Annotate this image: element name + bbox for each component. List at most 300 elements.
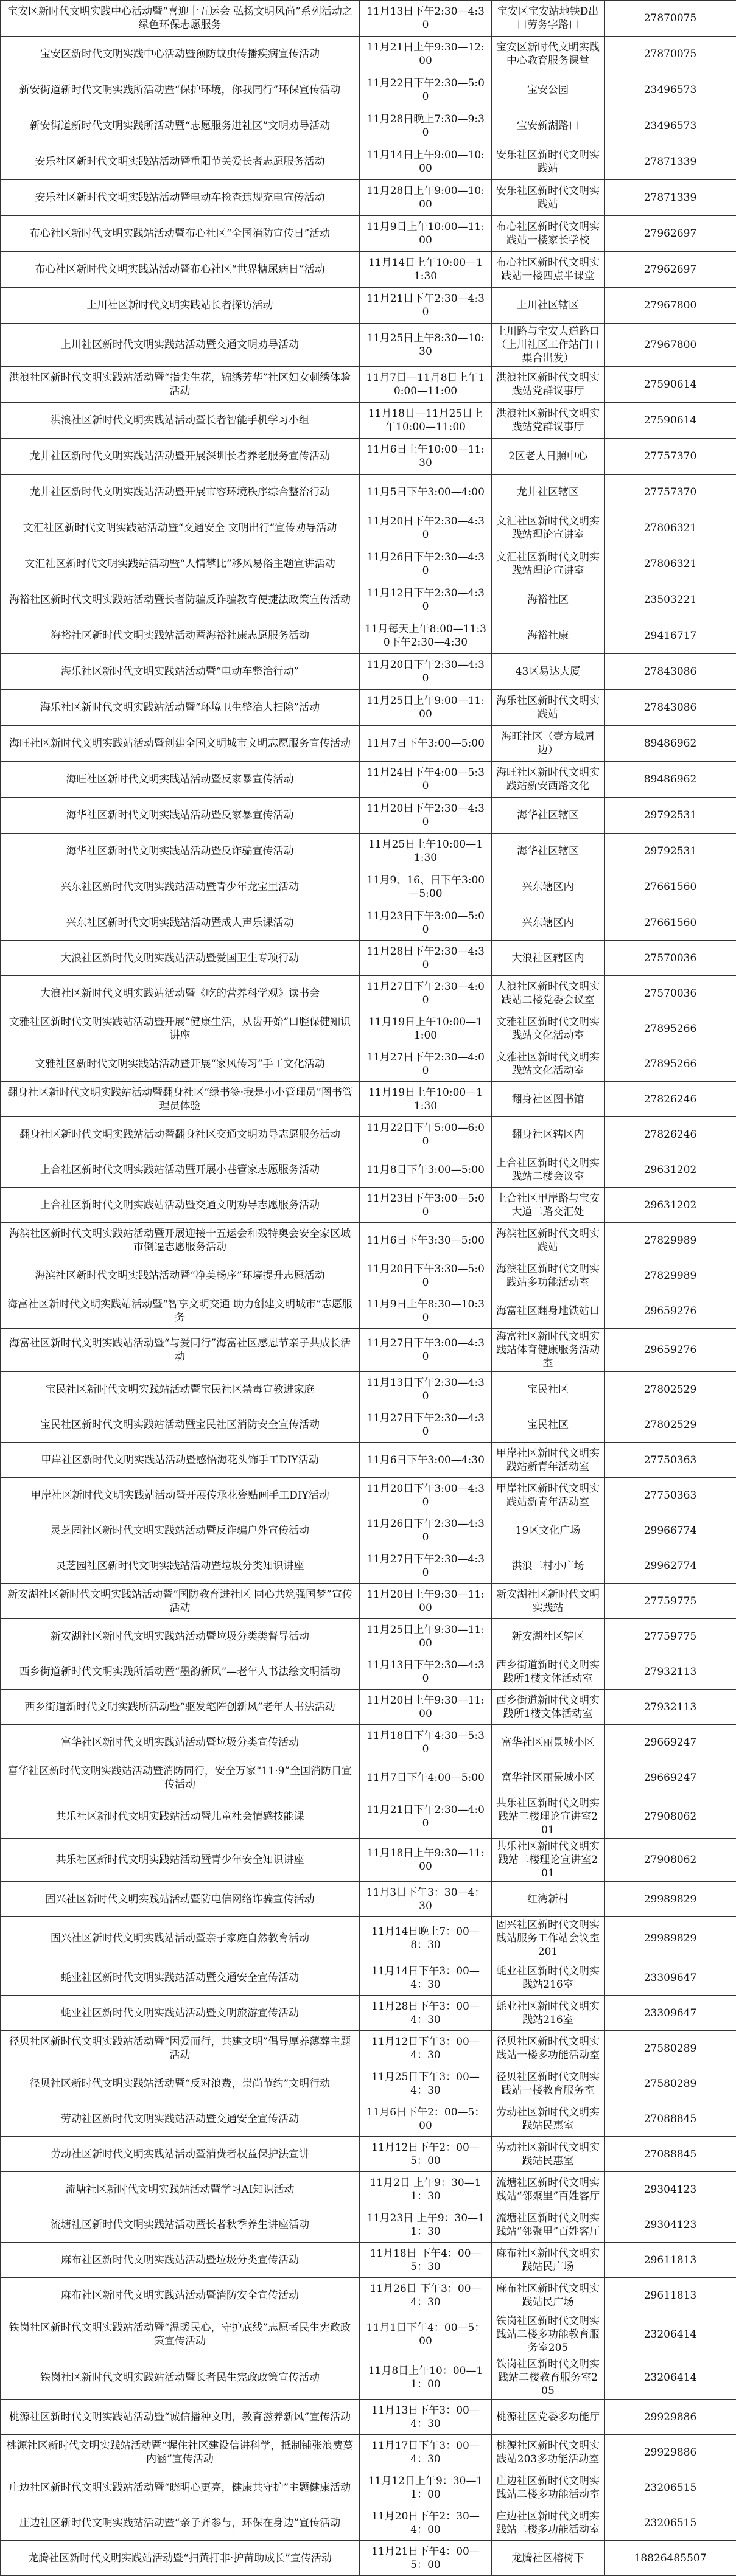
contact-phone-cell: 27932113 bbox=[605, 1654, 736, 1690]
table-row bbox=[1, 1082, 736, 1117]
activity-time-cell: 11月14日上午10:00—11:30 bbox=[360, 252, 492, 288]
activity-title-cell: 西乡街道新时代文明实践所活动暨“墨韵新风”—老年人书法绘文明活动 bbox=[1, 1654, 360, 1690]
activity-location-cell: 新安湖社区辖区 bbox=[492, 1619, 605, 1654]
activity-location-cell: 海乐社区新时代文明实践站 bbox=[492, 690, 605, 726]
activity-title-cell: 新安湖社区新时代文明实践站活动暨“国防教育进社区 同心共筑强国梦”宣传活动 bbox=[1, 1584, 360, 1619]
activity-location-cell: 劳动社区新时代文明实践站民惠室 bbox=[492, 2101, 605, 2137]
contact-phone-cell: 23309647 bbox=[605, 1960, 736, 1996]
contact-phone-cell: 27967800 bbox=[605, 324, 736, 367]
activity-location-cell: 富华社区丽景城小区 bbox=[492, 1760, 605, 1795]
activity-time-cell: 11月26日下午2:30—4:30 bbox=[360, 546, 492, 582]
activity-time-cell: 11月17日下午3：00—4：30 bbox=[360, 2435, 492, 2470]
activity-title-cell: 安乐社区新时代文明实践站活动暨重阳节关爱长者志愿服务活动 bbox=[1, 144, 360, 180]
activity-location-cell: 海旺社区（壹方城周边） bbox=[492, 726, 605, 762]
contact-phone-cell: 27932113 bbox=[605, 1690, 736, 1725]
table-row bbox=[1, 1372, 736, 1407]
contact-phone-cell: 29929886 bbox=[605, 2400, 736, 2435]
activity-location-cell: 海旺社区新时代文明实践站新安西路文化 bbox=[492, 762, 605, 798]
activity-location-cell: 海滨社区新时代文明实践站 bbox=[492, 1223, 605, 1258]
contact-phone-cell: 27829989 bbox=[605, 1223, 736, 1258]
activity-location-cell: 桃源社区党委多功能厅 bbox=[492, 2400, 605, 2435]
activity-location-cell: 新安湖社区新时代文明实践站 bbox=[492, 1584, 605, 1619]
activity-time-cell: 11月25日上午10:00—11:30 bbox=[360, 834, 492, 869]
activity-time-cell: 11月27日下午3:00—4:30 bbox=[360, 1329, 492, 1372]
table-row bbox=[1, 762, 736, 798]
activity-title-cell: 上合社区新时代文明实践站活动暨交通文明劝导志愿服务活动 bbox=[1, 1188, 360, 1223]
table-row bbox=[1, 2435, 736, 2470]
activity-title-cell: 文雅社区新时代文明实践站活动暨开展“健康生活，从齿开始”口腔保健知识讲座 bbox=[1, 1011, 360, 1046]
table-row bbox=[1, 941, 736, 976]
activity-location-cell: 宝安区新时代文明实践中心教育服务课堂 bbox=[492, 37, 605, 72]
contact-phone-cell: 23309647 bbox=[605, 1996, 736, 2031]
activity-location-cell: 西乡街道新时代文明实践所1楼文体活动室 bbox=[492, 1654, 605, 1690]
contact-phone-cell: 27088845 bbox=[605, 2101, 736, 2137]
activity-title-cell: 新安湖社区新时代文明实践站活动暨垃圾分类类督导活动 bbox=[1, 1619, 360, 1654]
activity-time-cell: 11月25日下午3：00—4：30 bbox=[360, 2066, 492, 2101]
contact-phone-cell: 27826246 bbox=[605, 1117, 736, 1152]
activity-title-cell: 海华社区新时代文明实践站活动暨反诈骗宣传活动 bbox=[1, 834, 360, 869]
table-row bbox=[1, 869, 736, 905]
contact-phone-cell: 27661560 bbox=[605, 869, 736, 905]
activity-title-cell: 海富社区新时代文明实践站活动暨“智享文明交通 助力创建文明城市”志愿服务 bbox=[1, 1293, 360, 1329]
activity-title-cell: 海旺社区新时代文明实践站活动暨反家暴宣传活动 bbox=[1, 762, 360, 798]
activity-time-cell: 11月25日上午9:00—11:00 bbox=[360, 690, 492, 726]
contact-phone-cell: 27843086 bbox=[605, 654, 736, 690]
activity-title-cell: 龙腾社区新时代文明实践站活动暨“扫黄打非·护苗助成长”宣传活动 bbox=[1, 2541, 360, 2576]
table-row bbox=[1, 37, 736, 72]
activity-time-cell: 11月7日下午4:00—5:00 bbox=[360, 1760, 492, 1795]
activity-location-cell: 海富社区新时代文明实践站体育健康服务活动室 bbox=[492, 1329, 605, 1372]
activity-time-cell: 11月2日 上午9：30—11：30 bbox=[360, 2172, 492, 2207]
activity-time-cell: 11月1日下午4：00—5：00 bbox=[360, 2313, 492, 2356]
activity-time-cell: 11月20日下午2:30—4:30 bbox=[360, 510, 492, 546]
activity-location-cell: 共乐社区新时代文明实践站二楼理论宣讲室201 bbox=[492, 1795, 605, 1839]
table-row bbox=[1, 2101, 736, 2137]
activity-time-cell: 11月12日下午2:30—4:30 bbox=[360, 582, 492, 618]
table-row bbox=[1, 690, 736, 726]
activity-title-cell: 桃源社区新时代文明实践站活动暨“诚信播种文明，教育滋养新风”宣传活动 bbox=[1, 2400, 360, 2435]
table-row bbox=[1, 2470, 736, 2505]
activity-title-cell: 翻身社区新时代文明实践站活动暨翻身社区“绿书签·我是小小管理员”图书管理员体验 bbox=[1, 1082, 360, 1117]
activity-time-cell: 11月22日下午5:00—6:00 bbox=[360, 1117, 492, 1152]
table-row bbox=[1, 1011, 736, 1046]
table-row bbox=[1, 726, 736, 762]
table-row bbox=[1, 1917, 736, 1960]
contact-phone-cell: 27757370 bbox=[605, 475, 736, 510]
contact-phone-cell: 29669247 bbox=[605, 1725, 736, 1760]
contact-phone-cell: 27750363 bbox=[605, 1478, 736, 1513]
activity-time-cell: 11月21日上午9:30—12:00 bbox=[360, 37, 492, 72]
activity-title-cell: 洪浪社区新时代文明实践站活动暨“指尖生花，锦绣芳华”社区妇女刺绣体验活动 bbox=[1, 367, 360, 403]
activity-location-cell: 洪浪二村小广场 bbox=[492, 1548, 605, 1584]
activity-title-cell: 蚝业社区新时代文明实践站活动暨文明旅游宣传活动 bbox=[1, 1996, 360, 2031]
table-row bbox=[1, 1117, 736, 1152]
activity-time-cell: 11月25日上午8:30—10:30 bbox=[360, 324, 492, 367]
activity-location-cell: 宝安公园 bbox=[492, 72, 605, 108]
activity-title-cell: 富华社区新时代文明实践站活动暨消防同行，安全万家“11·9”全国消防日宣传活动 bbox=[1, 1760, 360, 1795]
activity-location-cell: 宝民社区 bbox=[492, 1372, 605, 1407]
table-row bbox=[1, 1584, 736, 1619]
activity-time-cell: 11月7日—11月8日上午10:00—11:00 bbox=[360, 367, 492, 403]
activity-location-cell: 43区易达大厦 bbox=[492, 654, 605, 690]
table-row bbox=[1, 1548, 736, 1584]
contact-phone-cell: 27570036 bbox=[605, 976, 736, 1011]
activity-title-cell: 西乡街道新时代文明实践所活动暨“驱发笔阵创新风”老年人书法活动 bbox=[1, 1690, 360, 1725]
activity-title-cell: 宝安区新时代文明实践中心活动暨预防蚊虫传播疾病宣传活动 bbox=[1, 37, 360, 72]
activity-time-cell: 11月20日下午2：30—4：00 bbox=[360, 2505, 492, 2541]
activity-time-cell: 11月24日下午4:00—5:30 bbox=[360, 762, 492, 798]
activity-title-cell: 流塘社区新时代文明实践站活动暨长者秋季养生讲座活动 bbox=[1, 2207, 360, 2243]
table-row bbox=[1, 2356, 736, 2400]
contact-phone-cell: 27802529 bbox=[605, 1407, 736, 1443]
activity-title-cell: 宝民社区新时代文明实践站活动暨宝民社区消防安全宣传活动 bbox=[1, 1407, 360, 1443]
activity-title-cell: 海华社区新时代文明实践站活动暨反家暴宣传活动 bbox=[1, 798, 360, 834]
activity-time-cell: 11月8日下午3:00—5:00 bbox=[360, 1152, 492, 1188]
table-row bbox=[1, 2243, 736, 2278]
table-row bbox=[1, 1996, 736, 2031]
activity-title-cell: 上川社区新时代文明实践站活动暨交通文明劝导活动 bbox=[1, 324, 360, 367]
activity-location-cell: 宝安区宝安站地铁D出口劳务字路口 bbox=[492, 1, 605, 37]
table-row bbox=[1, 2278, 736, 2313]
activity-title-cell: 上合社区新时代文明实践站活动暨开展小巷管家志愿服务活动 bbox=[1, 1152, 360, 1188]
activity-title-cell: 海乐社区新时代文明实践站活动暨“环境卫生整治大扫除”活动 bbox=[1, 690, 360, 726]
contact-phone-cell: 27661560 bbox=[605, 905, 736, 941]
contact-phone-cell: 29659276 bbox=[605, 1329, 736, 1372]
contact-phone-cell: 29669247 bbox=[605, 1760, 736, 1795]
activity-time-cell: 11月26日 下午3：00—4：30 bbox=[360, 2278, 492, 2313]
table-row bbox=[1, 180, 736, 216]
contact-phone-cell: 27908062 bbox=[605, 1795, 736, 1839]
activity-time-cell: 11月23日下午3:00—5:00 bbox=[360, 905, 492, 941]
table-row bbox=[1, 475, 736, 510]
activity-title-cell: 铁岗社区新时代文明实践站活动暨长者民生宪政政策宣传活动 bbox=[1, 2356, 360, 2400]
activity-location-cell: 富华社区丽景城小区 bbox=[492, 1725, 605, 1760]
table-row bbox=[1, 2066, 736, 2101]
activity-time-cell: 11月22日下午2:30—5:00 bbox=[360, 72, 492, 108]
activity-location-cell: 共乐社区新时代文明实践站二楼理论宣讲室201 bbox=[492, 1839, 605, 1882]
activity-location-cell: 19区文化广场 bbox=[492, 1513, 605, 1548]
table-row bbox=[1, 2541, 736, 2576]
activity-location-cell: 海华社区辖区 bbox=[492, 798, 605, 834]
activity-location-cell: 上合社区新时代文明实践站二楼会议室 bbox=[492, 1152, 605, 1188]
table-row bbox=[1, 1760, 736, 1795]
activity-time-cell: 11月6日上午10:00—11:30 bbox=[360, 439, 492, 475]
contact-phone-cell: 27895266 bbox=[605, 1046, 736, 1082]
contact-phone-cell: 18826485507 bbox=[605, 2541, 736, 2576]
activity-location-cell: 庄边社区新时代文明实践站二楼多功能活动室 bbox=[492, 2505, 605, 2541]
activity-title-cell: 新安街道新时代文明实践所活动暨“保护环境，你我同行”环保宣传活动 bbox=[1, 72, 360, 108]
activity-location-cell: 大浪社区辖区内 bbox=[492, 941, 605, 976]
activity-time-cell: 11月13日下午3：00—4：30 bbox=[360, 2400, 492, 2435]
contact-phone-cell: 27759775 bbox=[605, 1584, 736, 1619]
activity-location-cell: 流塘社区新时代文明实践站“邻聚里”百姓客厅 bbox=[492, 2172, 605, 2207]
contact-phone-cell: 27806321 bbox=[605, 546, 736, 582]
contact-phone-cell: 29304123 bbox=[605, 2172, 736, 2207]
activity-location-cell: 甲岸社区新时代文明实践站新青年活动室 bbox=[492, 1478, 605, 1513]
activity-time-cell: 11月27日下午2:30—4:30 bbox=[360, 1407, 492, 1443]
activity-time-cell: 11月14日下午3：00—4：30 bbox=[360, 1960, 492, 1996]
contact-phone-cell: 27870075 bbox=[605, 1, 736, 37]
activity-time-cell: 11月20日下午3:00—4:30 bbox=[360, 1478, 492, 1513]
contact-phone-cell: 29611813 bbox=[605, 2243, 736, 2278]
contact-phone-cell: 29304123 bbox=[605, 2207, 736, 2243]
activity-location-cell: 2区老人日照中心 bbox=[492, 439, 605, 475]
contact-phone-cell: 27759775 bbox=[605, 1619, 736, 1654]
table-row bbox=[1, 72, 736, 108]
activity-time-cell: 11月23日 上午9：30—11：30 bbox=[360, 2207, 492, 2243]
contact-phone-cell: 27806321 bbox=[605, 510, 736, 546]
activity-time-cell: 11月5日下午3:00—4:00 bbox=[360, 475, 492, 510]
table-row bbox=[1, 654, 736, 690]
activity-time-cell: 11月每天上午8:00—11:30下午2:30—4:30 bbox=[360, 618, 492, 654]
table-row bbox=[1, 144, 736, 180]
activity-location-cell: 上川路与宝安大道路口（上川社区工作站门口集合出发） bbox=[492, 324, 605, 367]
activity-location-cell: 甲岸社区新时代文明实践站新青年活动室 bbox=[492, 1443, 605, 1478]
activity-location-cell: 桃源社区新时代文明实践站203多功能活动室 bbox=[492, 2435, 605, 2470]
activity-time-cell: 11月27日下午2:30—4:30 bbox=[360, 1548, 492, 1584]
table-row bbox=[1, 324, 736, 367]
table-row bbox=[1, 1690, 736, 1725]
table-row bbox=[1, 2313, 736, 2356]
activity-time-cell: 11月14日晚上7：00—8：30 bbox=[360, 1917, 492, 1960]
activity-title-cell: 劳动社区新时代文明实践站活动暨交通安全宣传活动 bbox=[1, 2101, 360, 2137]
activity-time-cell: 11月9日上午10:00—11:00 bbox=[360, 216, 492, 252]
contact-phone-cell: 27871339 bbox=[605, 180, 736, 216]
table-row bbox=[1, 1478, 736, 1513]
activity-time-cell: 11月18日上午9:30—11:00 bbox=[360, 1839, 492, 1882]
activity-time-cell: 11月14日上午9:00—10:00 bbox=[360, 144, 492, 180]
contact-phone-cell: 29611813 bbox=[605, 2278, 736, 2313]
activity-location-cell: 海滨社区新时代文明实践站多功能活动室 bbox=[492, 1258, 605, 1293]
table-row bbox=[1, 252, 736, 288]
table-row bbox=[1, 1513, 736, 1548]
contact-phone-cell: 27757370 bbox=[605, 439, 736, 475]
activity-location-cell: 径贝社区新时代文明实践站一楼多功能活动室 bbox=[492, 2031, 605, 2066]
activity-location-cell: 海华社区辖区 bbox=[492, 834, 605, 869]
contact-phone-cell: 27895266 bbox=[605, 1011, 736, 1046]
table-row bbox=[1, 1619, 736, 1654]
table-row bbox=[1, 288, 736, 324]
contact-phone-cell: 29966774 bbox=[605, 1513, 736, 1548]
activity-location-cell: 宝民社区 bbox=[492, 1407, 605, 1443]
table-row bbox=[1, 403, 736, 439]
activity-title-cell: 文雅社区新时代文明实践站活动暨开展“家风传习”手工文化活动 bbox=[1, 1046, 360, 1082]
table-row bbox=[1, 1725, 736, 1760]
table-row bbox=[1, 1654, 736, 1690]
table-row bbox=[1, 582, 736, 618]
activity-location-cell: 红湾新村 bbox=[492, 1882, 605, 1917]
activity-time-cell: 11月27日下午2:30—4:00 bbox=[360, 1046, 492, 1082]
table-row bbox=[1, 905, 736, 941]
activity-title-cell: 共乐社区新时代文明实践站活动暨青少年安全知识讲座 bbox=[1, 1839, 360, 1882]
contact-phone-cell: 29631202 bbox=[605, 1152, 736, 1188]
table-row bbox=[1, 1293, 736, 1329]
activity-title-cell: 灵芝园社区新时代文明实践站活动暨反诈骗户外宣传活动 bbox=[1, 1513, 360, 1548]
activity-time-cell: 11月25日上午9:30—11:00 bbox=[360, 1619, 492, 1654]
activity-location-cell: 蚝业社区新时代文明实践站216室 bbox=[492, 1996, 605, 2031]
contact-phone-cell: 23503221 bbox=[605, 582, 736, 618]
contact-phone-cell: 27871339 bbox=[605, 144, 736, 180]
contact-phone-cell: 29416717 bbox=[605, 618, 736, 654]
activity-location-cell: 海富社区翻身地铁站口 bbox=[492, 1293, 605, 1329]
activity-title-cell: 海乐社区新时代文明实践站活动暨“电动车整治行动” bbox=[1, 654, 360, 690]
activity-title-cell: 海滨社区新时代文明实践站活动暨开展迎接十五运会和残特奥会安全家区城市倒逼志愿服务活动 bbox=[1, 1223, 360, 1258]
contact-phone-cell: 29962774 bbox=[605, 1548, 736, 1584]
activity-time-cell: 11月19日上午10:00—11:30 bbox=[360, 1082, 492, 1117]
activity-time-cell: 11月13日下午2:30—4:30 bbox=[360, 1654, 492, 1690]
activity-time-cell: 11月20日下午3:30—5:00 bbox=[360, 1258, 492, 1293]
activity-location-cell: 翻身社区图书馆 bbox=[492, 1082, 605, 1117]
contact-phone-cell: 29792531 bbox=[605, 834, 736, 869]
contact-phone-cell: 27580289 bbox=[605, 2066, 736, 2101]
contact-phone-cell: 23206414 bbox=[605, 2313, 736, 2356]
activity-title-cell: 甲岸社区新时代文明实践站活动暨感悟海花头饰手工DIY活动 bbox=[1, 1443, 360, 1478]
activity-time-cell: 11月9、16、日下午3:00—5:00 bbox=[360, 869, 492, 905]
contact-phone-cell: 27843086 bbox=[605, 690, 736, 726]
activity-location-cell: 兴东辖区内 bbox=[492, 905, 605, 941]
activity-location-cell: 大浪社区新时代文明实践站二楼党委会议室 bbox=[492, 976, 605, 1011]
activity-time-cell: 11月23日下午3:00—5:00 bbox=[360, 1188, 492, 1223]
table-row bbox=[1, 1046, 736, 1082]
table-row bbox=[1, 1443, 736, 1478]
table-row bbox=[1, 2400, 736, 2435]
contact-phone-cell: 23206515 bbox=[605, 2470, 736, 2505]
activity-time-cell: 11月20日上午9:30—11:00 bbox=[360, 1690, 492, 1725]
activity-title-cell: 上川社区新时代文明实践站长者探访活动 bbox=[1, 288, 360, 324]
activity-time-cell: 11月21日下午4：00—5：00 bbox=[360, 2541, 492, 2576]
contact-phone-cell: 29929886 bbox=[605, 2435, 736, 2470]
activity-time-cell: 11月3日下午3：30—4：30 bbox=[360, 1882, 492, 1917]
contact-phone-cell: 23496573 bbox=[605, 108, 736, 144]
activity-title-cell: 龙井社区新时代文明实践站活动暨开展深圳长者养老服务宣传活动 bbox=[1, 439, 360, 475]
activity-title-cell: 兴东社区新时代文明实践站活动暨成人声乐课活动 bbox=[1, 905, 360, 941]
activity-location-cell: 文汇社区新时代文明实践站理论宣讲室 bbox=[492, 510, 605, 546]
activity-title-cell: 固兴社区新时代文明实践站活动暨防电信网络诈骗宣传活动 bbox=[1, 1882, 360, 1917]
table-row bbox=[1, 1960, 736, 1996]
activity-time-cell: 11月20日上午9:30—11:00 bbox=[360, 1584, 492, 1619]
activity-title-cell: 蚝业社区新时代文明实践站活动暨交通安全宣传活动 bbox=[1, 1960, 360, 1996]
activity-location-cell: 麻布社区新时代文明实践站民广场 bbox=[492, 2243, 605, 2278]
activity-title-cell: 大浪社区新时代文明实践站活动暨爱国卫生专项行动 bbox=[1, 941, 360, 976]
contact-phone-cell: 27826246 bbox=[605, 1082, 736, 1117]
activity-title-cell: 固兴社区新时代文明实践站活动暨亲子家庭自然教育活动 bbox=[1, 1917, 360, 1960]
activity-title-cell: 宝民社区新时代文明实践站活动暨宝民社区禁毒宣教进家庭 bbox=[1, 1372, 360, 1407]
activity-time-cell: 11月6日下午3:00—4:30 bbox=[360, 1443, 492, 1478]
contact-phone-cell: 23206515 bbox=[605, 2505, 736, 2541]
contact-phone-cell: 27908062 bbox=[605, 1839, 736, 1882]
activity-title-cell: 新安街道新时代文明实践所活动暨“志愿服务进社区”文明劝导活动 bbox=[1, 108, 360, 144]
activity-time-cell: 11月7日下午3:00—5:00 bbox=[360, 726, 492, 762]
activity-title-cell: 劳动社区新时代文明实践站活动暨消费者权益保护法宣讲 bbox=[1, 2137, 360, 2172]
activity-location-cell: 兴东辖区内 bbox=[492, 869, 605, 905]
activity-title-cell: 布心社区新时代文明实践站活动暨布心社区“世界糖尿病日”活动 bbox=[1, 252, 360, 288]
activity-time-cell: 11月12日下午2：00—5：00 bbox=[360, 2137, 492, 2172]
activity-title-cell: 宝安区新时代文明实践中心活动暨“喜迎十五运会 弘扬文明风尚”系列活动之绿色环保志愿服务 bbox=[1, 1, 360, 37]
activity-location-cell: 龙腾社区榕树下 bbox=[492, 2541, 605, 2576]
contact-phone-cell: 27802529 bbox=[605, 1372, 736, 1407]
activity-title-cell: 径贝社区新时代文明实践站活动暨“反对浪费，崇尚节约”文明行动 bbox=[1, 2066, 360, 2101]
activity-time-cell: 11月20日下午2:30—4:30 bbox=[360, 654, 492, 690]
activity-location-cell: 文汇社区新时代文明实践站理论宣讲室 bbox=[492, 546, 605, 582]
activity-time-cell: 11月21日下午2:30—4:00 bbox=[360, 1795, 492, 1839]
activity-location-cell: 安乐社区新时代文明实践站 bbox=[492, 144, 605, 180]
activity-location-cell: 文雅社区新时代文明实践站文化活动室 bbox=[492, 1046, 605, 1082]
activity-location-cell: 洪浪社区新时代文明实践站党群议事厅 bbox=[492, 403, 605, 439]
table-row bbox=[1, 2031, 736, 2066]
activity-title-cell: 庄边社区新时代文明实践站活动暨“晓明心更亮，健康共守护”主题健康活动 bbox=[1, 2470, 360, 2505]
activity-location-cell: 海裕社康 bbox=[492, 618, 605, 654]
activity-title-cell: 铁岗社区新时代文明实践站活动暨“温暖民心，守护底线”志愿者民生宪政政策宣传活动 bbox=[1, 2313, 360, 2356]
activity-location-cell: 劳动社区新时代文明实践站民惠室 bbox=[492, 2137, 605, 2172]
activity-location-cell: 文雅社区新时代文明实践站文化活动室 bbox=[492, 1011, 605, 1046]
activity-title-cell: 流塘社区新时代文明实践站活动暨学习AI知识活动 bbox=[1, 2172, 360, 2207]
activity-location-cell: 海裕社区 bbox=[492, 582, 605, 618]
activity-title-cell: 大浪社区新时代文明实践站活动暨《吃的营养科学观》读书会 bbox=[1, 976, 360, 1011]
activity-title-cell: 海滨社区新时代文明实践站活动暨“净美畅序”环境提升志愿活动 bbox=[1, 1258, 360, 1293]
activity-location-cell: 径贝社区新时代文明实践站一楼教育服务室 bbox=[492, 2066, 605, 2101]
table-row bbox=[1, 2137, 736, 2172]
table-row bbox=[1, 834, 736, 869]
activity-title-cell: 海富社区新时代文明实践站活动暨“与爱同行”海富社区感恩节亲子共成长活动 bbox=[1, 1329, 360, 1372]
activity-title-cell: 文汇社区新时代文明实践站活动暨“交通安全 文明出行”宣传劝导活动 bbox=[1, 510, 360, 546]
activity-title-cell: 麻布社区新时代文明实践站活动暨消防安全宣传活动 bbox=[1, 2278, 360, 2313]
activity-title-cell: 海裕社区新时代文明实践站活动暨海裕社康志愿服务活动 bbox=[1, 618, 360, 654]
activity-location-cell: 麻布社区新时代文明实践站民广场 bbox=[492, 2278, 605, 2313]
activity-title-cell: 兴东社区新时代文明实践站活动暨青少年龙宝里活动 bbox=[1, 869, 360, 905]
activity-schedule-body bbox=[1, 1, 736, 2576]
activity-title-cell: 灵芝园社区新时代文明实践站活动暨垃圾分类知识讲座 bbox=[1, 1548, 360, 1584]
activity-location-cell: 布心社区新时代文明实践站一楼四点半课堂 bbox=[492, 252, 605, 288]
activity-location-cell: 铁岗社区新时代文明实践站二楼教育服务室205 bbox=[492, 2356, 605, 2400]
activity-title-cell: 布心社区新时代文明实践站活动暨布心社区“全国消防宣传日”活动 bbox=[1, 216, 360, 252]
activity-location-cell: 蚝业社区新时代文明实践站216室 bbox=[492, 1960, 605, 1996]
activity-location-cell: 流塘社区新时代文明实践站“邻聚里”百姓客厅 bbox=[492, 2207, 605, 2243]
table-row bbox=[1, 976, 736, 1011]
activity-title-cell: 龙井社区新时代文明实践站活动暨开展市容环境秩序综合整治行动 bbox=[1, 475, 360, 510]
contact-phone-cell: 27088845 bbox=[605, 2137, 736, 2172]
activity-time-cell: 11月28日下午3：00—4：30 bbox=[360, 1996, 492, 2031]
contact-phone-cell: 29659276 bbox=[605, 1293, 736, 1329]
activity-time-cell: 11月13日下午2:30—4:30 bbox=[360, 1372, 492, 1407]
activity-location-cell: 布心社区新时代文明实践站一楼家长学校 bbox=[492, 216, 605, 252]
table-row bbox=[1, 798, 736, 834]
activity-title-cell: 安乐社区新时代文明实践站活动暨电动车检查违规充电宣传活动 bbox=[1, 180, 360, 216]
activity-location-cell: 翻身社区辖区内 bbox=[492, 1117, 605, 1152]
activity-location-cell: 铁岗社区新时代文明实践站二楼多功能教育服务室205 bbox=[492, 2313, 605, 2356]
table-row bbox=[1, 108, 736, 144]
table-row bbox=[1, 510, 736, 546]
table-row bbox=[1, 2172, 736, 2207]
contact-phone-cell: 27590614 bbox=[605, 403, 736, 439]
activity-title-cell: 海裕社区新时代文明实践站活动暨长者防骗反诈骗教育便捷法政策宣传活动 bbox=[1, 582, 360, 618]
activity-time-cell: 11月18日—11月25日上午10:00—11:00 bbox=[360, 403, 492, 439]
activity-title-cell: 甲岸社区新时代文明实践站活动暨开展传承花瓷贴画手工DIY活动 bbox=[1, 1478, 360, 1513]
table-row bbox=[1, 1407, 736, 1443]
activity-location-cell: 上川社区辖区 bbox=[492, 288, 605, 324]
contact-phone-cell: 27829989 bbox=[605, 1258, 736, 1293]
activity-location-cell: 西乡街道新时代文明实践所1楼文体活动室 bbox=[492, 1690, 605, 1725]
table-row bbox=[1, 2207, 736, 2243]
activity-time-cell: 11月13日下午2:30—4:30 bbox=[360, 1, 492, 37]
table-row bbox=[1, 1839, 736, 1882]
activity-time-cell: 11月28日上午9:00—10:00 bbox=[360, 180, 492, 216]
activity-time-cell: 11月12日上午9：30—11：00 bbox=[360, 2470, 492, 2505]
contact-phone-cell: 27962697 bbox=[605, 216, 736, 252]
table-row bbox=[1, 1152, 736, 1188]
table-row bbox=[1, 1223, 736, 1258]
activity-location-cell: 宝安新湖路口 bbox=[492, 108, 605, 144]
table-row bbox=[1, 1795, 736, 1839]
